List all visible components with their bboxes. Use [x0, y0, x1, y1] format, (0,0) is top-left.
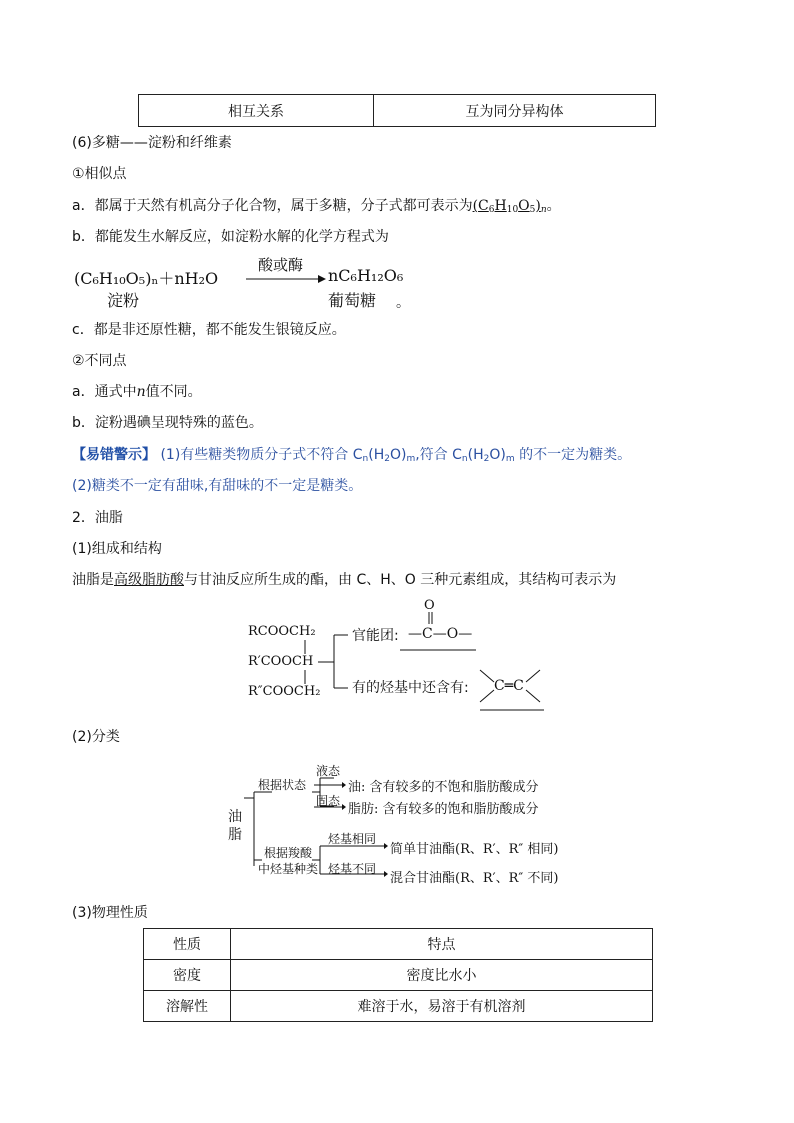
- eq-product-label: 葡萄糖: [328, 291, 377, 310]
- similar-a-text: a．都属于天然有机高分子化合物，属于多糖，分子式都可表示为: [72, 198, 473, 214]
- tree-fat: 脂肪: 含有较多的饱和脂肪酸成分: [348, 802, 539, 817]
- tree-branch-state: 根据状态: [258, 778, 307, 792]
- physical-title: (3)物理性质: [72, 905, 148, 921]
- warning-line-2: (2)糖类不一定有甜味,有甜味的不一定是糖类。: [72, 478, 363, 494]
- tree-oil: 油: 含有较多的不饱和脂肪酸成分: [348, 780, 539, 795]
- tree-diff: 烃基不同: [328, 862, 377, 876]
- tree-same: 烃基相同: [328, 832, 377, 846]
- different-title: ②不同点: [72, 353, 127, 369]
- tree-branch-acid-2: 中烃基种类: [258, 862, 319, 876]
- tree-solid: 固态: [316, 794, 341, 808]
- alkene-group: C═C: [494, 678, 524, 694]
- structure-row-1: RCOOCH₂: [248, 624, 316, 639]
- warning-tag: 【易错警示】: [72, 447, 156, 463]
- warning-line-1: 【易错警示】 (1)有些糖类物质分子式不符合 $C_n(H_2O)_m$,符合 $C_n(H_2O)_m$ 的不一定为糖类。: [72, 447, 632, 464]
- polysaccharide-formula: $(C_6H_{10}O_5)_n$: [472, 198, 547, 215]
- row-solubility-key: 溶解性: [144, 991, 231, 1022]
- relation-table: [138, 94, 656, 127]
- eq-period: 。: [396, 295, 410, 311]
- alkene-label: 有的烃基中还含有:: [352, 680, 469, 696]
- carbonyl-oxygen: O: [424, 598, 435, 613]
- different-point-a: a．通式中n值不同。: [72, 384, 202, 400]
- hydrolysis-equation: [74, 258, 434, 310]
- row-density-key: 密度: [144, 960, 231, 991]
- eq-product: nC₆H₁₂O₆: [328, 266, 404, 285]
- tree-branch-acid: 根据羧酸: [264, 846, 313, 860]
- structure-row-2: R′COOCH: [248, 654, 314, 669]
- different-point-b: b．淀粉遇碘呈现特殊的蓝色。: [72, 415, 263, 431]
- fat-intro: 油脂是高级脂肪酸与甘油反应所生成的酯，由 C、H、O 三种元素组成，其结构可表示为: [72, 572, 617, 588]
- eq-reactant-label: 淀粉: [107, 291, 140, 310]
- tree-root-1: 油: [228, 809, 242, 825]
- functional-group: —C—O—: [408, 626, 473, 642]
- similar-point-a: a．都属于天然有机高分子化合物，属于多糖，分子式都可表示为$(C_6H_{10}O_5)_n$。: [72, 198, 561, 215]
- structure-row-3: R″COOCH₂: [248, 684, 321, 699]
- composition-title: (1)组成和结构: [72, 541, 162, 557]
- tree-simple: 简单甘油酯(R、R′、R″ 相同): [390, 842, 559, 857]
- table-row: [144, 960, 653, 991]
- classification-title: (2)分类: [72, 729, 120, 745]
- section6-title: (6)多糖——淀粉和纤维素: [72, 135, 232, 151]
- physical-properties-table: [143, 928, 653, 1022]
- eq-reactant: (C₆H₁₀O₅)ₙ＋nH₂O: [74, 269, 219, 288]
- similar-title: ①相似点: [72, 166, 127, 182]
- classification-tree: [224, 756, 584, 886]
- header-property: 性质: [144, 929, 231, 960]
- eq-condition: 酸或酶: [258, 256, 304, 274]
- tree-mixed: 混合甘油酯(R、R′、R″ 不同): [390, 871, 559, 886]
- relation-key-cell: 相互关系: [139, 95, 374, 127]
- row-solubility-value: 难溶于水，易溶于有机溶剂: [231, 991, 653, 1022]
- section2-title: 2．油脂: [72, 510, 123, 526]
- tree-root-2: 脂: [228, 827, 242, 843]
- header-feature: 特点: [231, 929, 653, 960]
- tree-liquid: 液态: [316, 764, 341, 778]
- row-density-value: 密度比水小: [231, 960, 653, 991]
- similar-point-b: b．都能发生水解反应，如淀粉水解的化学方程式为: [72, 229, 389, 245]
- higher-fatty-acid: 高级脂肪酸: [114, 572, 184, 588]
- eq-arrow-icon: [246, 274, 326, 284]
- relation-value-cell: 互为同分异构体: [374, 95, 656, 127]
- similar-point-c: c．都是非还原性糖，都不能发生银镜反应。: [72, 322, 346, 338]
- triglyceride-structure: [248, 598, 568, 714]
- table-row: [144, 991, 653, 1022]
- functional-group-label: 官能团:: [352, 628, 399, 644]
